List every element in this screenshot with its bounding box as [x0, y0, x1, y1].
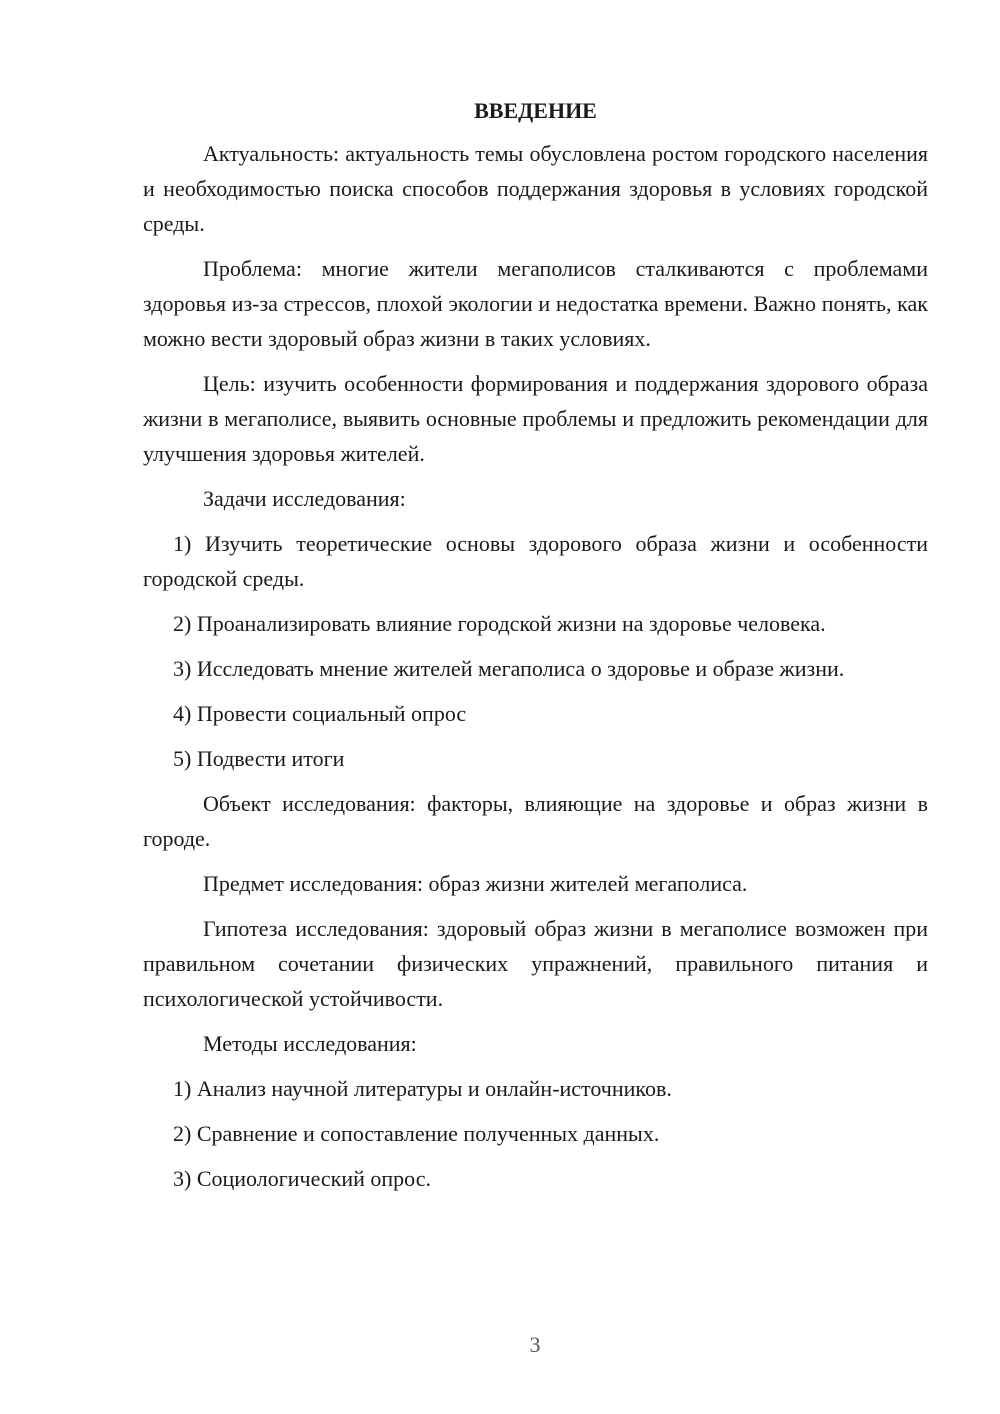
hypothesis-paragraph: Гипотеза исследования: здоровый образ жизни в мегаполисе возможен при правильном сочетании физических упражнений, правильного питания и психологической устойчивости. [143, 916, 928, 1011]
method-item-1: 1) Анализ научной литературы и онлайн-источников. [173, 1076, 672, 1101]
page-title: ВВЕДЕНИЕ [474, 98, 597, 123]
relevance-paragraph: Актуальность: актуальность темы обусловлена ростом городского населения и необходимостью поиска способов поддержания здоровья в условиях городской среды. [143, 141, 928, 236]
methods-heading: Методы исследования: [203, 1031, 417, 1056]
object-paragraph: Объект исследования: факторы, влияющие на здоровье и образ жизни в городе. [143, 791, 928, 851]
tasks-heading: Задачи исследования: [203, 486, 406, 511]
method-item-2: 2) Сравнение и сопоставление полученных данных. [173, 1121, 660, 1146]
problem-paragraph: Проблема: многие жители мегаполисов сталкиваются с проблемами здоровья из-за стрессов, плохой экологии и недостатка времени. Важно понять, как можно вести здоровый образ жизни в таких условиях. [143, 256, 928, 351]
task-item-2: 2) Проанализировать влияние городской жизни на здоровье человека. [173, 611, 826, 636]
method-item-3: 3) Социологический опрос. [173, 1166, 431, 1191]
task-item-5: 5) Подвести итоги [173, 746, 345, 771]
task-item-4: 4) Провести социальный опрос [173, 701, 467, 726]
subject-paragraph: Предмет исследования: образ жизни жителей мегаполиса. [203, 871, 748, 896]
page-number: 3 [529, 1332, 541, 1357]
document-page [143, 96, 928, 1206]
goal-paragraph: Цель: изучить особенности формирования и поддержания здорового образа жизни в мегаполисе, выявить основные проблемы и предложить рекомендации для улучшения здоровья жителей. [143, 371, 928, 466]
task-item-1: 1) Изучить теоретические основы здорового образа жизни и особенности городской среды. [143, 531, 928, 591]
task-item-3: 3) Исследовать мнение жителей мегаполиса о здоровье и образе жизни. [173, 656, 845, 681]
